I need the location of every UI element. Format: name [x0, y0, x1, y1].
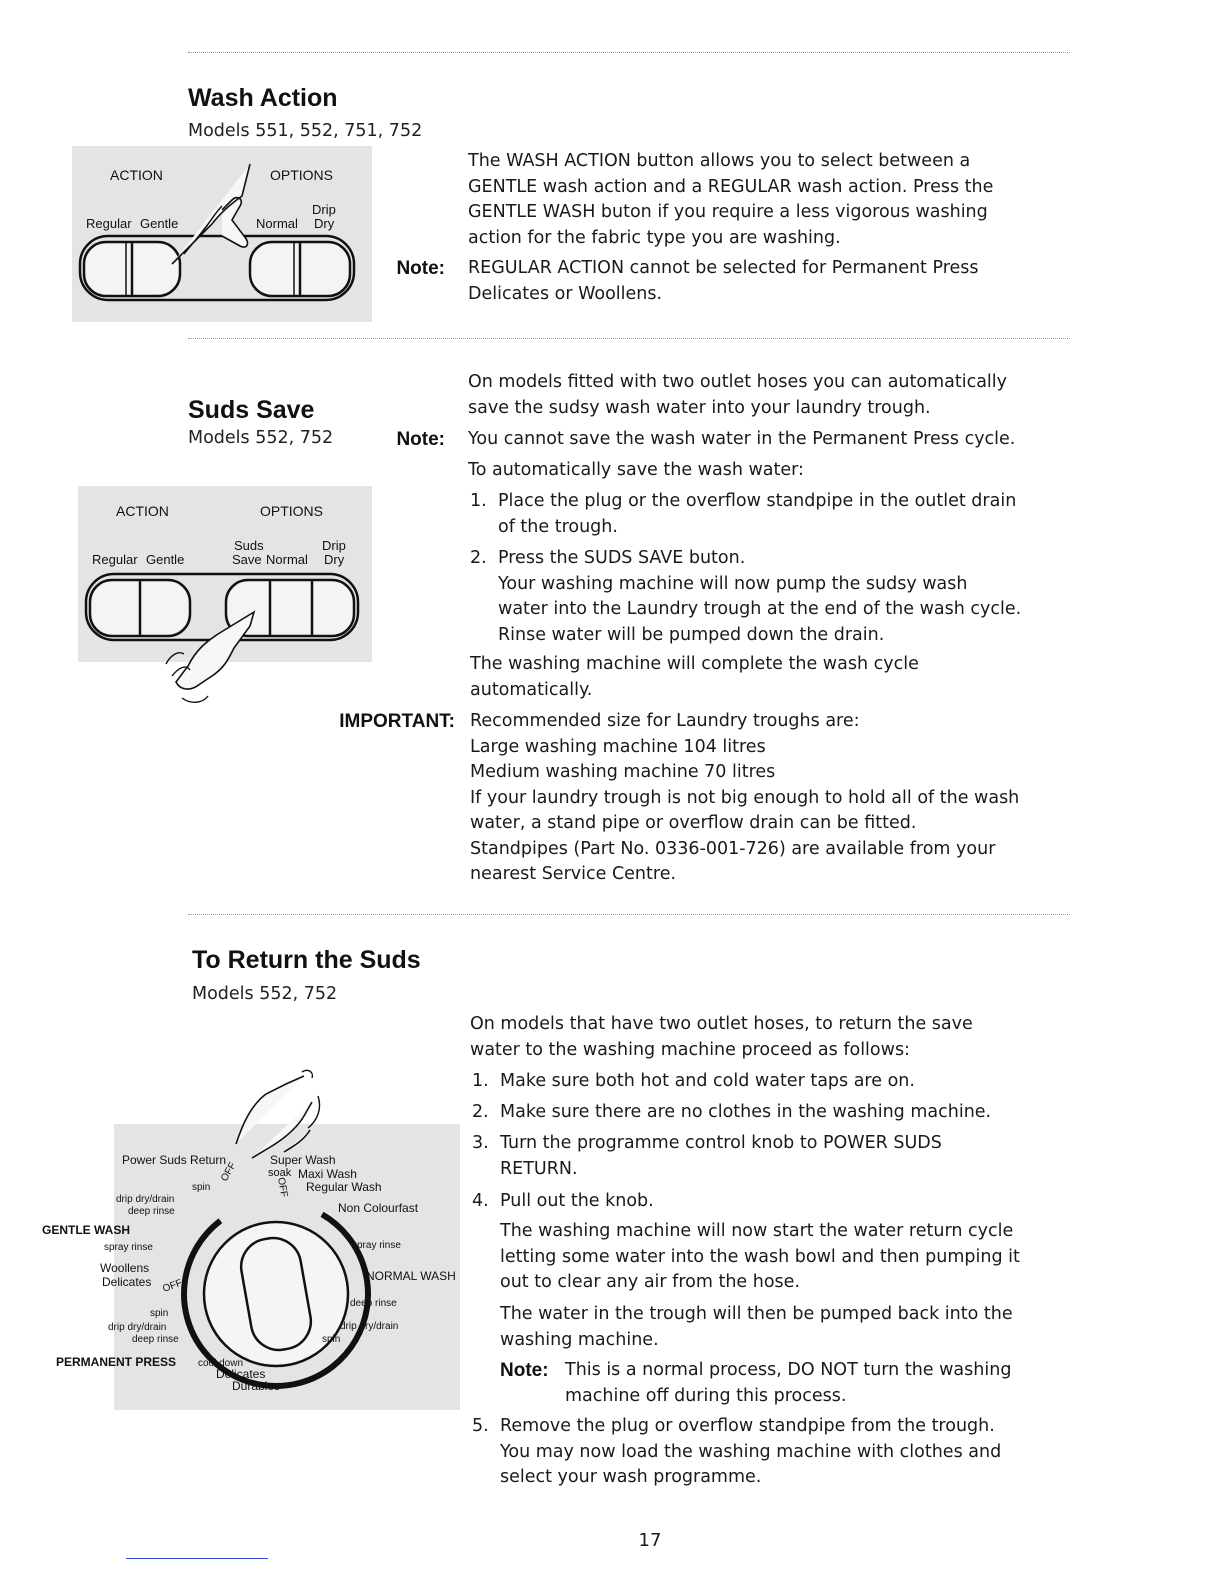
intro-line: water to the washing machine proceed as follows: [470, 1039, 910, 1060]
dial-label: drip dry/drain [116, 1194, 175, 1205]
dial-label: Super Wash [270, 1153, 336, 1167]
suds-save-models: Models 552, 752 [188, 428, 334, 448]
body-line: action for the fabric type you are washing. [468, 227, 841, 248]
return-suds-intro [470, 1012, 1080, 1063]
panel-drip-label: Drip [322, 538, 346, 553]
step-number: 2. [470, 548, 487, 568]
panel-action-label: ACTION [116, 503, 169, 519]
suds-save-note: You cannot save the wash water in the Permanent Press cycle. [468, 429, 1016, 449]
step-line: Your washing machine will now pump the sudsy wash [498, 573, 968, 594]
step-line: select your wash programme. [500, 1467, 762, 1487]
wash-action-note [468, 256, 1078, 307]
section-divider [188, 338, 1070, 339]
complete-line: The washing machine will complete the wash cycle [470, 654, 919, 674]
step-number: 5. [472, 1416, 489, 1436]
dial-label: Durables [232, 1379, 281, 1393]
return-suds-models: Models 552, 752 [192, 984, 338, 1004]
intro-line: save the sudsy wash water into your laundry trough. [468, 397, 931, 418]
dial-label: Regular Wash [306, 1180, 382, 1194]
step-line: of the trough. [498, 516, 618, 537]
important-line: Recommended size for Laundry troughs are: [470, 711, 860, 731]
footer-rule [126, 1558, 268, 1559]
step4-para [500, 1219, 1090, 1296]
dial-label: OFF [275, 1176, 290, 1199]
dial-label: spin [322, 1334, 341, 1345]
dial-label: OFF [161, 1277, 184, 1295]
dial-label: NORMAL WASH [366, 1269, 456, 1283]
panel-save-label: Save [232, 552, 262, 567]
panel-suds-label: Suds [234, 538, 264, 553]
dial-label: Delicates [216, 1367, 266, 1381]
step-number: 2. [472, 1102, 489, 1122]
important-line: Large washing machine 104 litres [470, 736, 766, 757]
dial-label: Delicates [102, 1275, 152, 1289]
suds-save-title: Suds Save [188, 396, 315, 424]
dial-label: spray rinse [104, 1242, 153, 1253]
panel-drip-label: Drip [312, 202, 336, 217]
dial-label: spin [192, 1182, 211, 1193]
note-line: Delicates or Woollens. [468, 283, 663, 304]
step-text [500, 1414, 1090, 1491]
step-line: You may now load the washing machine with clothes and [500, 1441, 1002, 1462]
important-line: water, a stand pipe or overflow drain can be fitted. [470, 813, 917, 833]
panel-dry-label: Dry [314, 216, 335, 231]
page-number: 17 [638, 1530, 662, 1551]
dial-label: cool down [198, 1358, 244, 1369]
step4-note-label: Note: [500, 1360, 549, 1381]
wash-action-body [468, 149, 1078, 251]
step-line: Rinse water will be pumped down the drain. [498, 624, 885, 645]
dial-label: drip dry/drain [108, 1322, 167, 1333]
suds-save-complete [470, 652, 1090, 703]
important-label: IMPORTANT: [339, 711, 455, 732]
dial-label: PERMANENT PRESS [56, 1355, 177, 1369]
important-line: If your laundry trough is not big enough to hold all of the wash [470, 787, 1020, 808]
wash-action-note-label: Note: [396, 258, 445, 279]
step-line: Press the SUDS SAVE buton. [498, 548, 746, 568]
dial-label: Non Colourfast [338, 1201, 419, 1215]
wash-action-panel-illustration [72, 146, 372, 322]
note-line: This is a normal process, DO NOT turn the washing [565, 1360, 1012, 1380]
step-number: 4. [472, 1191, 489, 1211]
panel-gentle-label: Gentle [140, 216, 179, 231]
intro-line: On models fitted with two outlet hoses you can automatically [468, 372, 1008, 392]
dial-label: deep rinse [350, 1298, 397, 1309]
suds-save-panel-illustration [78, 486, 378, 711]
return-suds-title: To Return the Suds [192, 946, 421, 974]
dial-label: Power Suds Return [122, 1153, 227, 1167]
body-line: The WASH ACTION button allows you to select between a [468, 151, 971, 171]
step-text [498, 489, 1088, 540]
body-line: GENTLE WASH buton if you require a less vigorous washing [468, 202, 988, 222]
important-line: Medium washing machine 70 litres [470, 762, 776, 782]
step4-line: washing machine. [500, 1329, 659, 1350]
panel-normal-label: Normal [266, 552, 308, 567]
dial-label: Woollens [100, 1261, 150, 1275]
dial-label: deep rinse [128, 1206, 175, 1217]
step4-line: letting some water into the wash bowl and then pumping it [500, 1246, 1020, 1267]
intro-line: On models that have two outlet hoses, to return the save [470, 1014, 973, 1034]
step-text: Make sure there are no clothes in the washing machine. [500, 1102, 992, 1122]
panel-regular-label: Regular [86, 216, 132, 231]
step-text [498, 546, 1088, 648]
dial-label: GENTLE WASH [42, 1223, 131, 1237]
body-line: GENTLE wash action and a REGULAR wash action. Press the [468, 176, 994, 197]
section-divider [188, 52, 1070, 53]
panel-action-label: ACTION [110, 167, 163, 183]
important-text [470, 709, 1090, 888]
step-line: Remove the plug or overflow standpipe from the trough. [500, 1416, 995, 1436]
step-text: Pull out the knob. [500, 1191, 654, 1211]
panel-normal-label: Normal [256, 216, 298, 231]
step-line: water into the Laundry trough at the end of the wash cycle. [498, 599, 1022, 619]
step4-line: The water in the trough will then be pumped back into the [500, 1304, 1013, 1324]
wash-action-models: Models 551, 552, 751, 752 [188, 121, 423, 141]
suds-save-intro [468, 370, 1088, 421]
complete-line: automatically. [470, 679, 593, 700]
panel-regular-label: Regular [92, 552, 138, 567]
step-line: Turn the programme control knob to POWER SUDS [500, 1133, 942, 1153]
dial-label: spin [150, 1308, 169, 1319]
step4-line: out to clear any air from the hose. [500, 1272, 800, 1292]
suds-save-note-label: Note: [396, 429, 445, 450]
step-number: 1. [472, 1071, 489, 1091]
dial-label: soak [268, 1167, 292, 1179]
panel-options-label: OPTIONS [270, 167, 334, 183]
section-divider [188, 914, 1070, 915]
important-line: nearest Service Centre. [470, 864, 677, 884]
important-line: Standpipes (Part No. 0336-001-726) are available from your [470, 838, 996, 859]
wash-action-title: Wash Action [188, 84, 338, 112]
step4-note [565, 1358, 1085, 1409]
step-text [500, 1131, 1090, 1182]
step-line: Place the plug or the overflow standpipe in the outlet drain [498, 491, 1017, 511]
step4-para [500, 1302, 1090, 1353]
note-line: REGULAR ACTION cannot be selected for Permanent Press [468, 258, 979, 278]
dial-label: spray rinse [352, 1240, 401, 1251]
step-number: 1. [470, 491, 487, 511]
note-line: machine off during this process. [565, 1385, 847, 1406]
panel-dry-label: Dry [324, 552, 345, 567]
programme-dial-illustration [36, 1066, 466, 1410]
suds-save-lead: To automatically save the wash water: [468, 460, 804, 480]
panel-options-label: OPTIONS [260, 503, 324, 519]
dial-label: OFF [219, 1160, 239, 1184]
panel-gentle-label: Gentle [146, 552, 185, 567]
step-number: 3. [472, 1133, 489, 1153]
step-line: RETURN. [500, 1158, 578, 1179]
dial-label: drip dry/drain [340, 1321, 399, 1332]
dial-label: deep rinse [132, 1334, 179, 1345]
step-text: Make sure both hot and cold water taps are on. [500, 1071, 915, 1091]
step4-line: The washing machine will now start the water return cycle [500, 1221, 1014, 1241]
dial-label: Maxi Wash [298, 1167, 357, 1181]
